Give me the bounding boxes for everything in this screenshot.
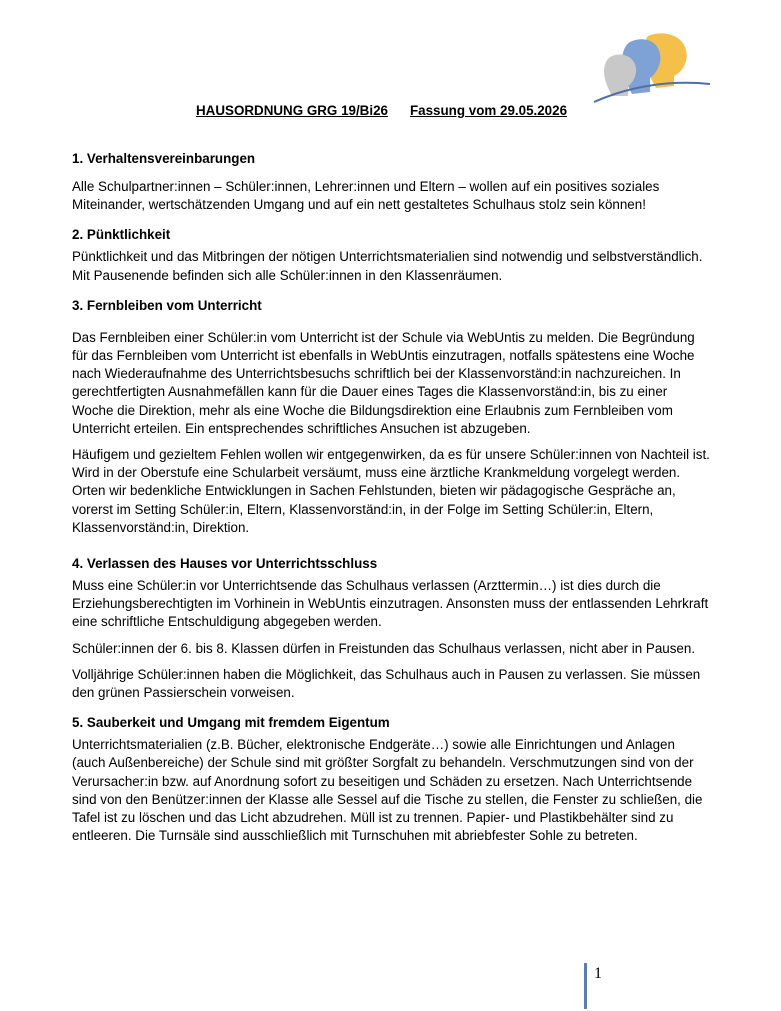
paragraph: Das Fernbleiben einer Schüler:in vom Unterricht ist der Schule via WebUntis zu melden. Die Begründung für das Fernbleiben vom Unterricht ist ebenfalls in WebUntis einzutragen, notfalls spätestens eine Woche nach Wiederaufnahme des Unterrichtsbesuchs schriftlich bei der Klassenvorständ:in nachzureichen. In gerechtfertigten Ausnahmefällen kann für die Dauer eines Tages die Klassenvorständ:in, bis zu einer Woche die Direktion, mehr als eine Woche die Bildungsdirektion eine Erlaubnis zum Fernbleiben vom Unterricht erteilen. Ein entsprechendes schriftliches Ansuchen ist abzugeben. [72,329,695,436]
paragraph: Alle Schulpartner:innen – Schüler:innen, Lehrer:innen und Eltern – wollen auf ein positives soziales Miteinander, wertschätzenden Umgang und auf ein nett gestaltetes Schulhaus stolz sein können! [72,179,660,213]
section-verlassen [72,555,712,702]
paragraph: Schüler:innen der 6. bis 8. Klassen dürfen in Freistunden das Schulhaus verlassen, nicht aber in Pausen. [72,640,696,656]
paragraph: Muss eine Schüler:in vor Unterrichtsende das Schulhaus verlassen (Arzttermin…) ist dies durch die Erziehungsberechtigten im Vorhinein in WebUntis einzutragen. Ansonsten muss der entlassenden Lehrkraft eine schriftliche Entschuldigung abgegeben werden. [72,578,709,630]
section-puenktlichkeit [72,226,712,284]
version-text: Fassung vom 29.05.2026 [409,103,568,118]
school-logo-icon [590,30,712,106]
section-heading: 4. Verlassen des Hauses vor Unterrichtsschluss [72,556,378,572]
page-number [584,963,624,1009]
document-title [196,103,567,118]
page-number-text: 1 [594,965,602,982]
section-heading: 1. Verhaltensvereinbarungen [72,151,256,166]
paragraph: Volljährige Schüler:innen haben die Möglichkeit, das Schulhaus auch in Pausen zu verlassen. Sie müssen den grünen Passierschein vorweisen. [72,666,701,701]
section-sauberkeit [72,714,712,845]
section-fernbleiben [72,297,712,537]
section-heading: 3. Fernbleiben vom Unterricht [72,297,262,313]
paragraph: Häufigem und gezieltem Fehlen wollen wir entgegenwirken, da es für unsere Schüler:innen von Nachteil ist. Wird in der Oberstufe eine Schularbeit versäumt, muss eine ärztliche Krankmeldung vorgelegt werden. Orten wir bedenkliche Entwicklungen in Sachen Fehlstunden, bieten wir pädagogische Gespräche an, vorerst im Setting Schüler:in, Eltern, Klassenvorständ:in, in der Folge im Setting Schüler:in, Eltern, Klassenvorständ:in, Direktion. [72,447,710,535]
title-text: HAUSORDNUNG GRG 19/Bi26 [196,103,388,118]
paragraph: Unterrichtsmaterialien (z.B. Bücher, elektronische Endgeräte…) sowie alle Einrichtungen und Anlagen (auch Außenbereiche) der Schule sind mit größter Sorgfalt zu behandeln. Verschmutzungen sind von der Verursacher:in bzw. auf Anordnung sofort zu beseitigen und Schäden zu ersetzen. Nach Unterrichtsende sind von den Benützer:innen der Klasse alle Sessel auf die Tische zu stellen, die Fenster zu schließen, die Tafel ist zu löschen und das Licht abzudrehen. Müll ist zu trennen. Papier- und Plastikbehälter sind zu entleeren. Die Turnsäle sind ausschließlich mit Turnschuhen mit abriebfester Sohle zu betreten. [72,737,703,844]
section-heading: 2. Pünktlichkeit [72,227,171,243]
document-body [72,150,712,857]
page-number-accent-bar [584,963,587,1009]
paragraph: Pünktlichkeit und das Mitbringen der nötigen Unterrichtsmaterialien sind notwendig und selbstverständlich. Mit Pausenende befinden sich alle Schüler:innen in den Klassenräumen. [72,249,703,283]
section-verhalten [72,150,712,214]
section-heading: 5. Sauberkeit und Umgang mit fremdem Eigentum [72,715,390,731]
